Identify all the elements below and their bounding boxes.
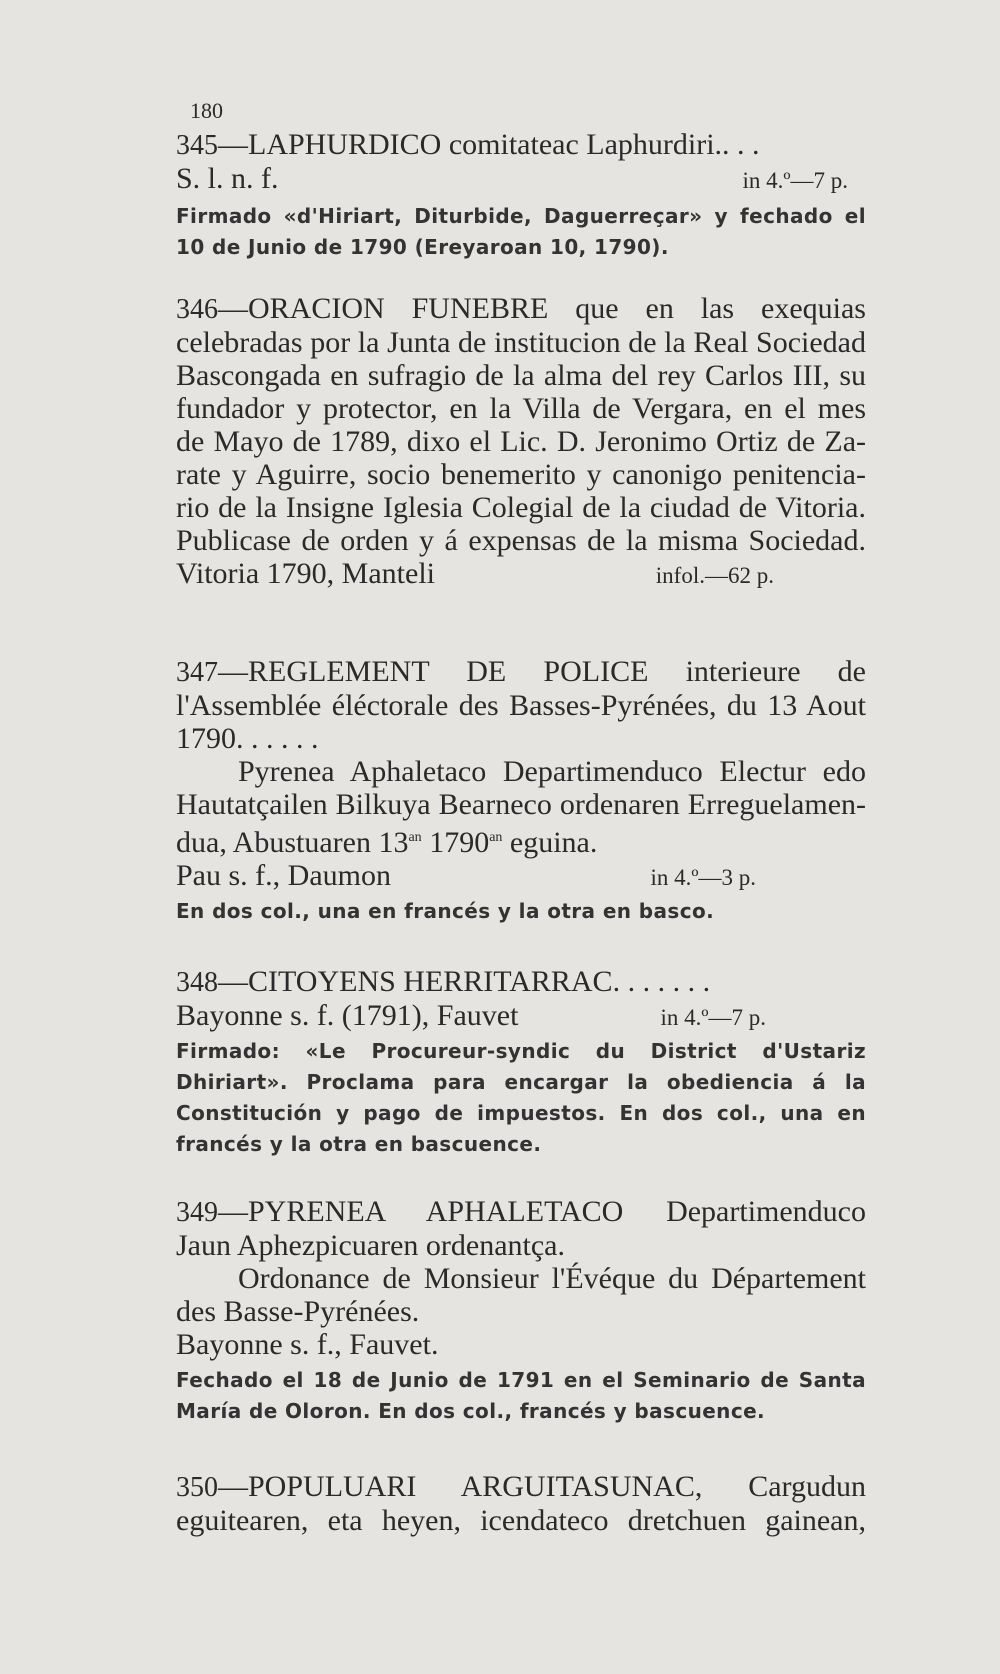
entry-line: 1790. . . . . . xyxy=(176,722,319,755)
translation-text: eguina. xyxy=(502,826,598,859)
entry-line: l'Assemblée éléctorale des Basses-Pyrénées, du 13 Aout xyxy=(176,689,866,722)
imprint-row xyxy=(176,162,866,197)
translation-text: dua, Abustuaren 13 xyxy=(176,826,409,859)
entry-line: Jaun Aphezpicuaren ordenantça. xyxy=(176,1229,565,1262)
entry-line: rate y Aguirre, socio benemerito y canonigo penitencia- xyxy=(176,458,866,491)
imprint: Vitoria 1790, Manteli xyxy=(176,557,435,590)
imprint: S. l. n. f. xyxy=(176,162,279,195)
translation-line: Pyrenea Aphaletaco Departimenduco Electur edo xyxy=(238,755,866,788)
translation-text: 1790 xyxy=(421,826,490,859)
format: infol.—62 p. xyxy=(655,563,774,588)
entry-number: 349 xyxy=(176,1197,218,1228)
ordinal-suffix: an xyxy=(408,830,422,845)
entry-title: —CITOYENS HERRITARRAC. . . . . . . xyxy=(218,965,711,998)
entry-line: eguitearen, eta heyen, icendateco dretchuen gainean, xyxy=(176,1504,866,1537)
entry-345 xyxy=(176,128,866,263)
entry-number: 347 xyxy=(176,657,218,688)
format: in 4.º—7 p. xyxy=(742,168,848,193)
entry-number: 348 xyxy=(176,967,218,998)
entry-line: Bascongada en sufragio de la alma del rey Carlos III, su xyxy=(176,359,866,392)
format: in 4.º—7 p. xyxy=(660,1005,766,1030)
entry-note: En dos col., una en francés y la otra en basco. xyxy=(176,899,715,923)
entry-349 xyxy=(176,1195,866,1427)
entry-note: Firmado «d'Hiriart, Diturbide, Daguerreçar» y fechado el 10 de Junio de 1790 (Ereyaroan 10, 1790). xyxy=(176,204,866,259)
entry-line: —ORACION FUNEBRE que en las exequias xyxy=(218,292,866,325)
ordinal-suffix: an xyxy=(489,830,503,845)
translation-line: Ordonance de Monsieur l'Évéque du Département xyxy=(238,1262,866,1295)
entry-line: celebradas por la Junta de institucion de la Real Sociedad xyxy=(176,326,866,359)
entry-347 xyxy=(176,655,866,927)
entry-note: Firmado: «Le Procureur-syndic du District d'Ustariz Dhiriart». Proclama para encargar la obediencia á la Constitución y pago de impuestos. En dos col., una en francés y la otra en bascuence. xyxy=(176,1039,866,1156)
format: in 4.º—3 p. xyxy=(650,865,756,890)
imprint: Pau s. f., Daumon xyxy=(176,859,391,892)
entry-348 xyxy=(176,965,866,1160)
entry-number: 346 xyxy=(176,294,218,325)
entry-line: —REGLEMENT DE POLICE interieure de xyxy=(218,655,866,688)
entry-line: Publicase de orden y á expensas de la misma Sociedad. xyxy=(176,524,866,557)
entry-number: 345 xyxy=(176,130,218,161)
imprint-row xyxy=(176,859,866,894)
entry-350 xyxy=(176,1470,866,1537)
page-number: 180 xyxy=(190,98,223,123)
imprint: Bayonne s. f., Fauvet. xyxy=(176,1328,439,1361)
translation-line: des Basse-Pyrénées. xyxy=(176,1295,420,1328)
entry-line: rio de la Insigne Iglesia Colegial de la ciudad de Vitoria. xyxy=(176,491,866,524)
entry-title: —LAPHURDICO comitateac Laphurdiri.. . . xyxy=(218,128,760,161)
entry-346 xyxy=(176,292,866,592)
entry-line: de Mayo de 1789, dixo el Lic. D. Jeronimo Ortiz de Za- xyxy=(176,425,866,458)
entry-line: fundador y protector, en la Villa de Vergara, en el mes xyxy=(176,392,866,425)
translation-line xyxy=(176,821,866,859)
entry-line: —POPULUARI ARGUITASUNAC, Cargudun xyxy=(218,1470,866,1503)
entry-note: Fechado el 18 de Junio de 1791 en el Seminario de Santa María de Oloron. En dos col., francés y bascuence. xyxy=(176,1368,866,1423)
entry-number: 350 xyxy=(176,1472,218,1503)
entry-line: —PYRENEA APHALETACO Departimenduco xyxy=(218,1195,866,1228)
translation-line: Hautatçailen Bilkuya Bearneco ordenaren Erreguelamen- xyxy=(176,788,866,821)
imprint: Bayonne s. f. (1791), Fauvet xyxy=(176,999,519,1032)
imprint-row xyxy=(176,557,866,592)
imprint-row xyxy=(176,999,866,1034)
